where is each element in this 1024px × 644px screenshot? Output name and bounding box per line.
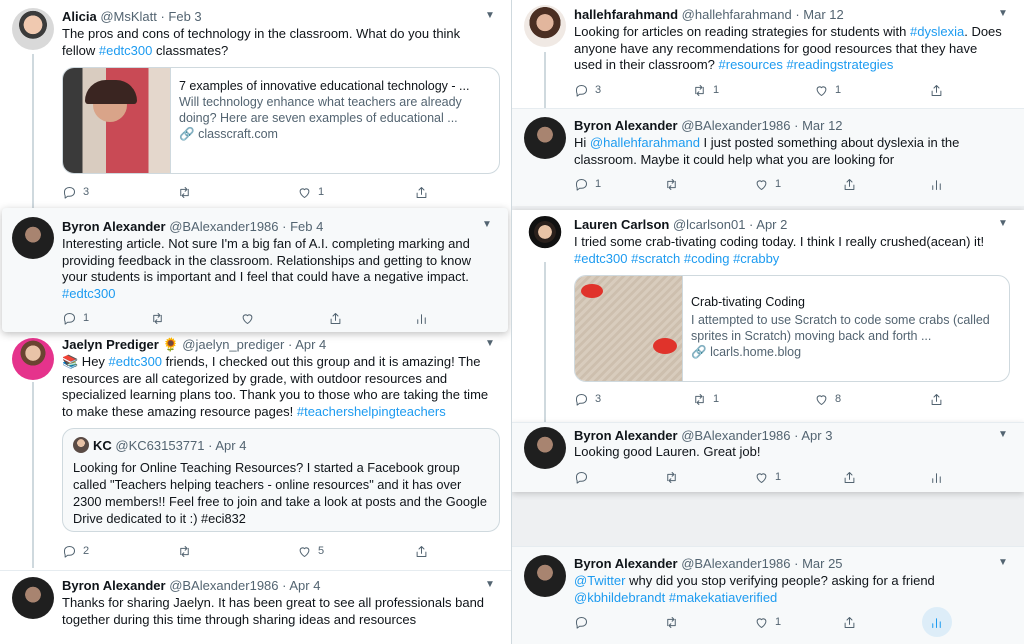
like-button[interactable] bbox=[754, 175, 781, 193]
tweet-date[interactable]: Feb 3 bbox=[168, 9, 202, 24]
thread-line bbox=[544, 262, 546, 422]
tweet-header bbox=[62, 8, 481, 25]
reply-button[interactable] bbox=[574, 81, 601, 99]
retweet-button[interactable] bbox=[150, 309, 165, 327]
share-button[interactable] bbox=[414, 542, 429, 560]
avatar[interactable] bbox=[524, 427, 566, 469]
text-part: classmates? bbox=[152, 42, 229, 58]
link-card-title: Crab-tivating Coding bbox=[691, 295, 805, 309]
author-name[interactable]: hallehfarahmand bbox=[574, 7, 679, 22]
analytics-icon bbox=[929, 615, 944, 630]
tweet-text bbox=[574, 573, 1008, 606]
share-icon bbox=[929, 83, 944, 98]
author-name[interactable]: Jaelyn Prediger bbox=[62, 337, 159, 352]
share-button[interactable] bbox=[414, 183, 429, 201]
share-icon bbox=[328, 311, 343, 326]
link-card-body bbox=[691, 294, 1001, 360]
link-card[interactable] bbox=[574, 275, 1010, 382]
like-button[interactable] bbox=[814, 390, 841, 408]
chevron-down-icon[interactable]: ▼ bbox=[998, 557, 1008, 568]
tweet-actions bbox=[574, 613, 984, 631]
retweet-count: 1 bbox=[713, 393, 720, 405]
tweet-actions bbox=[574, 81, 984, 99]
chevron-down-icon[interactable]: ▼ bbox=[485, 579, 495, 590]
author-handle[interactable]: @BAlexander1986 bbox=[681, 118, 791, 133]
chevron-down-icon[interactable]: ▼ bbox=[485, 338, 495, 349]
share-button[interactable] bbox=[842, 468, 857, 486]
separator: · bbox=[284, 337, 296, 352]
reply-icon bbox=[62, 185, 77, 200]
retweet-icon bbox=[692, 83, 707, 98]
hashtag[interactable]: #edtc300 bbox=[62, 285, 116, 301]
hashtag[interactable]: #teachershelpingteachers bbox=[296, 403, 446, 419]
retweet-button[interactable] bbox=[664, 468, 679, 486]
link-card-image bbox=[63, 68, 171, 173]
share-icon bbox=[842, 177, 857, 192]
tweet-text bbox=[62, 26, 495, 59]
tweet-header bbox=[62, 577, 481, 594]
share-icon bbox=[842, 470, 857, 485]
tweet-byron-reply-4[interactable] bbox=[512, 422, 1024, 492]
analytics-button[interactable] bbox=[929, 468, 944, 486]
like-icon bbox=[297, 544, 312, 559]
hashtag[interactable]: #coding bbox=[683, 250, 730, 266]
like-button[interactable] bbox=[754, 468, 781, 486]
reply-icon bbox=[574, 83, 589, 98]
hashtag[interactable]: #edtc300 bbox=[108, 354, 163, 369]
avatar[interactable] bbox=[12, 8, 54, 50]
share-button[interactable] bbox=[842, 613, 857, 631]
hashtag[interactable]: #makekatiaverified bbox=[668, 589, 778, 605]
text-part: . Does anyone have any recommendations for good resources that they have used in their classroom? bbox=[574, 24, 1002, 72]
author-name[interactable]: Alicia bbox=[62, 9, 97, 24]
separator: · bbox=[791, 7, 804, 22]
tweet-byron-reply-3[interactable] bbox=[512, 108, 1024, 206]
reply-icon bbox=[574, 177, 589, 192]
retweet-button[interactable] bbox=[692, 390, 719, 408]
quoted-avatar bbox=[73, 437, 89, 453]
tweet-header bbox=[62, 218, 478, 235]
separator: · bbox=[790, 556, 803, 571]
quoted-tweet-text: Looking for Online Teaching Resources? I started a Facebook group called "Teachers helping teachers - online resources" and it has over 2300 members!! Feel free to join and take a look at posts and the Google Drive dedicated to it :) #eci832 bbox=[73, 460, 488, 526]
retweet-button[interactable] bbox=[177, 542, 192, 560]
like-count: 1 bbox=[835, 84, 842, 96]
tweet-actions bbox=[574, 390, 984, 408]
analytics-button[interactable] bbox=[929, 175, 944, 193]
reply-count: 3 bbox=[83, 186, 90, 198]
text-part: Interesting article. Not sure I'm a big fan of A.I. completing marking and providing feedback in the classroom. Relationships and getting to know your students is important and I feel that could have a negative impact. bbox=[62, 236, 472, 284]
reply-icon bbox=[574, 470, 589, 485]
retweet-button[interactable] bbox=[177, 183, 198, 201]
link-icon: 🔗 bbox=[179, 127, 195, 141]
like-icon bbox=[814, 83, 829, 98]
tweet-text bbox=[62, 354, 495, 420]
retweet-icon bbox=[664, 470, 679, 485]
tweet-text bbox=[574, 135, 1008, 168]
like-icon bbox=[814, 392, 829, 407]
reply-button[interactable] bbox=[62, 542, 89, 560]
tweet-date[interactable]: Apr 4 bbox=[289, 578, 321, 593]
share-button[interactable] bbox=[842, 175, 857, 193]
tweet-header bbox=[574, 117, 994, 134]
tweet-header bbox=[62, 336, 481, 353]
tweet-header bbox=[574, 6, 994, 23]
tweet-date[interactable]: Apr 2 bbox=[756, 217, 788, 232]
link-card-image bbox=[575, 276, 683, 381]
avatar[interactable] bbox=[524, 216, 566, 258]
like-count: 1 bbox=[775, 178, 782, 190]
right-timeline bbox=[512, 0, 1024, 644]
tweet-header bbox=[574, 427, 994, 444]
retweet-button[interactable] bbox=[664, 613, 679, 631]
link-card-description: I attempted to use Scratch to code some crabs (called sprites in Scratch) moving back and forth ... bbox=[691, 313, 990, 343]
retweet-icon bbox=[177, 544, 192, 559]
text-part: why did you stop verifying people? asking for a friend bbox=[625, 573, 935, 588]
tweet-text bbox=[574, 234, 1008, 267]
tweet-text: Thanks for sharing Jaelyn. It has been great to see all professionals band together during this time through sharing ideas and resources bbox=[62, 595, 485, 627]
author-handle[interactable]: @lcarlson01 bbox=[672, 217, 746, 232]
tweet-date[interactable]: Mar 12 bbox=[802, 118, 843, 133]
separator: · bbox=[790, 428, 802, 443]
quoted-tweet-header bbox=[73, 437, 246, 454]
reply-button[interactable] bbox=[574, 175, 601, 193]
like-count: 1 bbox=[775, 471, 782, 483]
reply-icon bbox=[574, 615, 589, 630]
text-part: I tried some crab-tivating coding today. I think I really crushed(acean) it! bbox=[574, 234, 985, 249]
reply-icon bbox=[62, 544, 77, 559]
text-part: The pros and cons of technology in the classroom. What do you think fellow bbox=[62, 26, 461, 58]
analytics-icon bbox=[929, 470, 944, 485]
separator: · bbox=[790, 118, 803, 133]
author-name[interactable]: Byron Alexander bbox=[62, 578, 166, 593]
tweet-actions bbox=[574, 175, 984, 193]
separator: · bbox=[745, 217, 757, 232]
author-name[interactable]: Byron Alexander bbox=[574, 118, 678, 133]
like-button[interactable] bbox=[297, 183, 324, 201]
tweet-lauren-carlson[interactable] bbox=[512, 210, 1024, 422]
link-card-title: 7 examples of innovative educational technology - ... bbox=[179, 79, 470, 93]
tweet-date[interactable]: Apr 3 bbox=[801, 428, 833, 443]
reply-count: 1 bbox=[83, 312, 90, 324]
retweet-button[interactable] bbox=[664, 175, 679, 193]
tweet-actions bbox=[62, 542, 471, 560]
tweet-actions bbox=[574, 468, 984, 486]
link-card-domain bbox=[691, 344, 1001, 360]
tweet-header bbox=[574, 216, 994, 233]
like-icon bbox=[754, 470, 769, 485]
text-part: Hey bbox=[78, 354, 109, 369]
quoted-author-handle: @KC63153771 bbox=[115, 438, 205, 453]
share-icon bbox=[842, 615, 857, 630]
separator: · bbox=[278, 578, 290, 593]
reply-button[interactable] bbox=[62, 309, 89, 327]
tweet-date[interactable]: Mar 25 bbox=[802, 556, 843, 571]
author-name[interactable]: Lauren Carlson bbox=[574, 217, 670, 232]
hashtag[interactable]: #scratch bbox=[631, 250, 681, 266]
avatar[interactable] bbox=[12, 217, 54, 259]
hashtag[interactable]: #crabby bbox=[733, 250, 780, 266]
like-button[interactable] bbox=[297, 542, 324, 560]
separator: · bbox=[156, 9, 169, 24]
avatar[interactable] bbox=[524, 555, 566, 597]
separator: · bbox=[204, 438, 216, 453]
analytics-button[interactable] bbox=[929, 613, 944, 631]
reply-count: 3 bbox=[595, 393, 602, 405]
reply-button[interactable] bbox=[574, 613, 589, 631]
thread-line bbox=[32, 382, 34, 568]
mention-link[interactable]: @hallehfarahmand bbox=[589, 135, 700, 150]
text-part: Hi bbox=[574, 135, 590, 150]
share-button[interactable] bbox=[929, 390, 944, 408]
link-card-body bbox=[179, 78, 491, 142]
tweet-date[interactable]: Feb 4 bbox=[290, 219, 324, 234]
quoted-tweet[interactable] bbox=[62, 428, 500, 532]
link-card[interactable] bbox=[62, 67, 500, 174]
tweet-byron-reply-1[interactable] bbox=[2, 208, 508, 332]
author-handle[interactable]: @MsKlatt bbox=[100, 9, 157, 24]
avatar[interactable] bbox=[12, 338, 54, 380]
quoted-date: Apr 4 bbox=[215, 438, 247, 453]
reply-button[interactable] bbox=[574, 468, 589, 486]
text-part: friends, I checked out this group and it is amazing! The resources are all categorized by grade, with outdoor resources and specialized learning plans too. Thank you to those who are taking the time to make these amazing resource pages! bbox=[62, 354, 489, 419]
author-handle[interactable]: @BAlexander1986 bbox=[681, 428, 791, 443]
tweet-text bbox=[574, 24, 1008, 74]
author-name[interactable]: Byron Alexander bbox=[62, 219, 166, 234]
chevron-down-icon[interactable]: ▼ bbox=[998, 429, 1008, 440]
avatar[interactable] bbox=[12, 577, 54, 619]
tweet-text: Looking good Lauren. Great job! bbox=[574, 444, 761, 459]
thread-line bbox=[544, 52, 546, 108]
like-button[interactable] bbox=[814, 81, 841, 99]
like-button[interactable] bbox=[754, 613, 781, 631]
link-card-description: Will technology enhance what teachers are already doing? Here are seven examples of educational ... bbox=[179, 95, 462, 125]
author-handle[interactable]: @jaelyn_prediger bbox=[182, 337, 285, 352]
reply-button[interactable] bbox=[574, 390, 601, 408]
share-button[interactable] bbox=[328, 309, 343, 327]
books-emoji: 📚 bbox=[62, 354, 79, 369]
retweet-icon bbox=[692, 392, 707, 407]
tweet-hallehfarahmand[interactable] bbox=[512, 0, 1024, 108]
quoted-author-name: KC bbox=[93, 438, 112, 453]
author-handle[interactable]: @BAlexander1986 bbox=[169, 578, 279, 593]
chevron-down-icon[interactable]: ▼ bbox=[998, 218, 1008, 229]
share-icon bbox=[414, 185, 429, 200]
text-part: I just posted something about dyslexia in the classroom. Maybe it could help what you are looking for bbox=[574, 135, 960, 167]
mention-link[interactable]: @Twitter bbox=[574, 573, 626, 588]
reply-count: 2 bbox=[83, 545, 90, 557]
author-handle[interactable]: @BAlexander1986 bbox=[681, 556, 791, 571]
reply-button[interactable] bbox=[62, 183, 89, 201]
like-count: 1 bbox=[775, 616, 782, 628]
share-icon bbox=[929, 392, 944, 407]
tweet-alicia[interactable] bbox=[0, 0, 511, 208]
reply-count: 3 bbox=[595, 84, 602, 96]
like-button[interactable] bbox=[240, 309, 255, 327]
like-icon bbox=[754, 177, 769, 192]
like-icon bbox=[297, 185, 312, 200]
author-name[interactable]: Byron Alexander bbox=[574, 428, 678, 443]
share-icon bbox=[414, 544, 429, 559]
like-icon bbox=[240, 311, 255, 326]
like-count: 1 bbox=[318, 186, 325, 198]
retweet-icon bbox=[150, 311, 165, 326]
retweet-icon bbox=[177, 185, 192, 200]
hashtag[interactable]: #edtc300 bbox=[98, 42, 153, 58]
text-part: Looking for articles on reading strategies for students with bbox=[574, 24, 911, 39]
hashtag[interactable]: #readingstrategies bbox=[786, 57, 894, 72]
analytics-icon bbox=[414, 311, 429, 326]
hashtag[interactable]: #dyslexia bbox=[910, 24, 965, 39]
hashtag[interactable]: #resources bbox=[718, 57, 783, 72]
analytics-icon bbox=[929, 177, 944, 192]
retweet-button[interactable] bbox=[692, 81, 719, 99]
like-count: 5 bbox=[318, 545, 325, 557]
tweet-date[interactable]: Mar 12 bbox=[803, 7, 844, 22]
avatar[interactable] bbox=[524, 5, 566, 47]
tweet-actions bbox=[62, 309, 468, 327]
chevron-down-icon[interactable]: ▼ bbox=[998, 8, 1008, 19]
author-name[interactable]: Byron Alexander bbox=[574, 556, 678, 571]
link-icon: 🔗 bbox=[691, 345, 707, 359]
mention-link[interactable]: @kbhildebrandt bbox=[574, 589, 666, 605]
tweet-byron-mar25[interactable] bbox=[512, 546, 1024, 644]
tweet-text bbox=[62, 236, 492, 302]
tweet-byron-reply-2[interactable] bbox=[0, 570, 511, 644]
reply-icon bbox=[62, 311, 77, 326]
retweet-count: 1 bbox=[713, 84, 720, 96]
author-handle[interactable]: @BAlexander1986 bbox=[169, 219, 279, 234]
link-domain-text: lcarls.home.blog bbox=[710, 345, 802, 359]
tweet-date[interactable]: Apr 4 bbox=[295, 337, 327, 352]
link-domain-text: classcraft.com bbox=[198, 127, 278, 141]
share-button[interactable] bbox=[929, 81, 944, 99]
name-emoji: 🌻 bbox=[162, 337, 179, 352]
retweet-icon bbox=[664, 177, 679, 192]
hashtag[interactable]: #edtc300 bbox=[574, 250, 628, 266]
tweet-jaelyn[interactable] bbox=[0, 334, 511, 568]
reply-count: 1 bbox=[595, 178, 602, 190]
analytics-button[interactable] bbox=[414, 309, 429, 327]
link-card-domain bbox=[179, 126, 491, 142]
avatar[interactable] bbox=[524, 117, 566, 159]
thread-line bbox=[32, 54, 34, 208]
like-count: 8 bbox=[835, 393, 842, 405]
author-handle[interactable]: @hallehfarahmand bbox=[681, 7, 792, 22]
like-icon bbox=[754, 615, 769, 630]
chevron-down-icon[interactable]: ▼ bbox=[482, 219, 492, 230]
separator: · bbox=[278, 219, 291, 234]
retweet-icon bbox=[664, 615, 679, 630]
tweet-actions bbox=[62, 183, 471, 201]
reply-icon bbox=[574, 392, 589, 407]
chevron-down-icon[interactable]: ▼ bbox=[485, 10, 495, 21]
tweet-header bbox=[574, 555, 994, 572]
